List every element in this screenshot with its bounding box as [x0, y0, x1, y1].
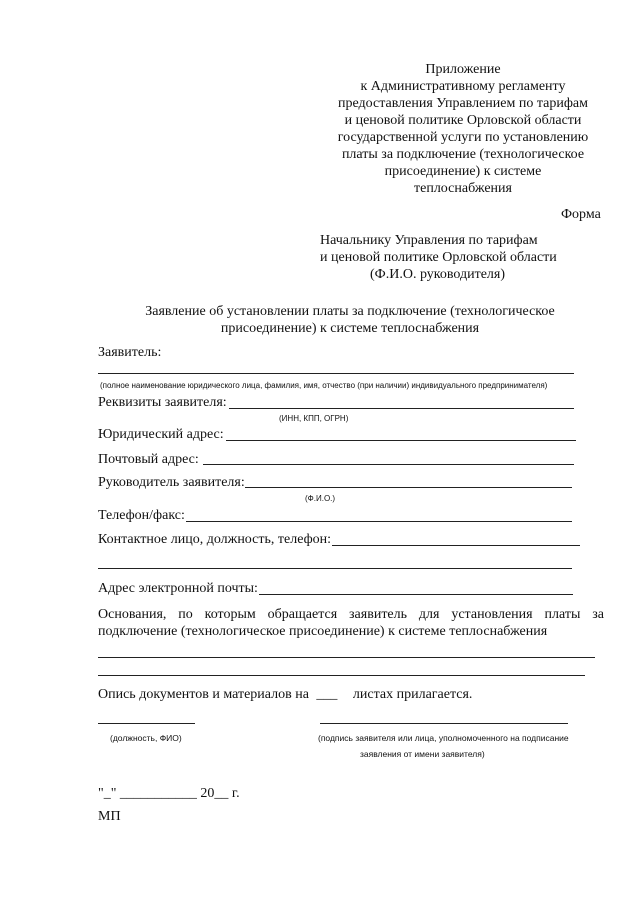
inventory-suffix: листах прилагается.: [352, 687, 473, 702]
signature-hint-line: (подпись заявителя или лица, уполномоченного на подписание: [318, 733, 569, 743]
appendix-line: и ценовой политике Орловской области: [344, 113, 582, 128]
signature-hint-line: заявления от имени заявителя): [360, 749, 485, 759]
applicant-signature-line[interactable]: [320, 723, 568, 724]
inventory-prefix: Опись документов и материалов на: [98, 687, 309, 702]
applicant-label: Заявитель:: [98, 345, 162, 360]
contact-line-2[interactable]: [98, 568, 572, 569]
addressee-line: Начальнику Управления по тарифам: [320, 233, 538, 248]
grounds-text: [98, 606, 604, 640]
postal-address-line[interactable]: [203, 464, 574, 465]
inventory-count-blank[interactable]: ___: [316, 687, 338, 702]
addressee-block: [320, 232, 620, 283]
grounds-line: Основания, по которым обращается заявитель для установления платы за: [98, 607, 604, 622]
addressee-line: (Ф.И.О. руководителя): [370, 267, 505, 282]
phone-fax-label: Телефон/факс:: [98, 508, 185, 523]
email-line[interactable]: [259, 594, 573, 595]
head-line[interactable]: [245, 487, 572, 488]
document-title: [100, 303, 600, 337]
position-hint: (должность, ФИО): [110, 733, 182, 743]
inventory-line: [98, 686, 472, 703]
contact-label: Контактное лицо, должность, телефон:: [98, 532, 332, 547]
title-line: Заявление об установлении платы за подключение (технологическое: [145, 304, 555, 319]
requisites-hint: (ИНН, КПП, ОГРН): [279, 414, 349, 423]
appendix-line: теплоснабжения: [414, 181, 512, 196]
applicant-hint: (полное наименование юридического лица, фамилия, имя, отчество (при наличии) индивидуального предпринимателя): [100, 381, 548, 390]
appendix-line: к Административному регламенту: [360, 79, 566, 94]
appendix-line: платы за подключение (технологическое: [341, 147, 585, 162]
requisites-label: Реквизиты заявителя:: [98, 395, 227, 410]
date-line[interactable]: "_" ___________ 20__ г.: [98, 786, 240, 801]
legal-address-line[interactable]: [226, 440, 576, 441]
position-signature-line[interactable]: [98, 723, 195, 724]
grounds-blank-line[interactable]: [98, 675, 585, 676]
form-label: Форма: [561, 207, 601, 222]
addressee-line: и ценовой политике Орловской области: [320, 250, 557, 265]
contact-line[interactable]: [332, 545, 580, 546]
head-hint: (Ф.И.О.): [305, 494, 336, 503]
stamp-label: МП: [98, 809, 121, 824]
postal-address-label: Почтовый адрес:: [98, 452, 199, 467]
appendix-line: Приложение: [425, 62, 501, 77]
grounds-blank-line[interactable]: [98, 657, 595, 658]
applicant-line[interactable]: [98, 373, 574, 374]
requisites-line[interactable]: [229, 408, 574, 409]
head-label: Руководитель заявителя:: [98, 475, 245, 490]
appendix-line: государственной услуги по установлению: [337, 130, 589, 145]
grounds-line: подключение (технологическое присоединение) к системе теплоснабжения: [98, 624, 548, 639]
title-line: присоединение) к системе теплоснабжения: [220, 321, 480, 336]
appendix-line: предоставления Управлением по тарифам: [338, 96, 588, 111]
legal-address-label: Юридический адрес:: [98, 427, 224, 442]
appendix-block: [318, 61, 608, 197]
phone-fax-line[interactable]: [186, 521, 572, 522]
appendix-line: присоединение) к системе: [384, 164, 542, 179]
email-label: Адрес электронной почты:: [98, 581, 258, 596]
signature-hint: [318, 733, 578, 759]
